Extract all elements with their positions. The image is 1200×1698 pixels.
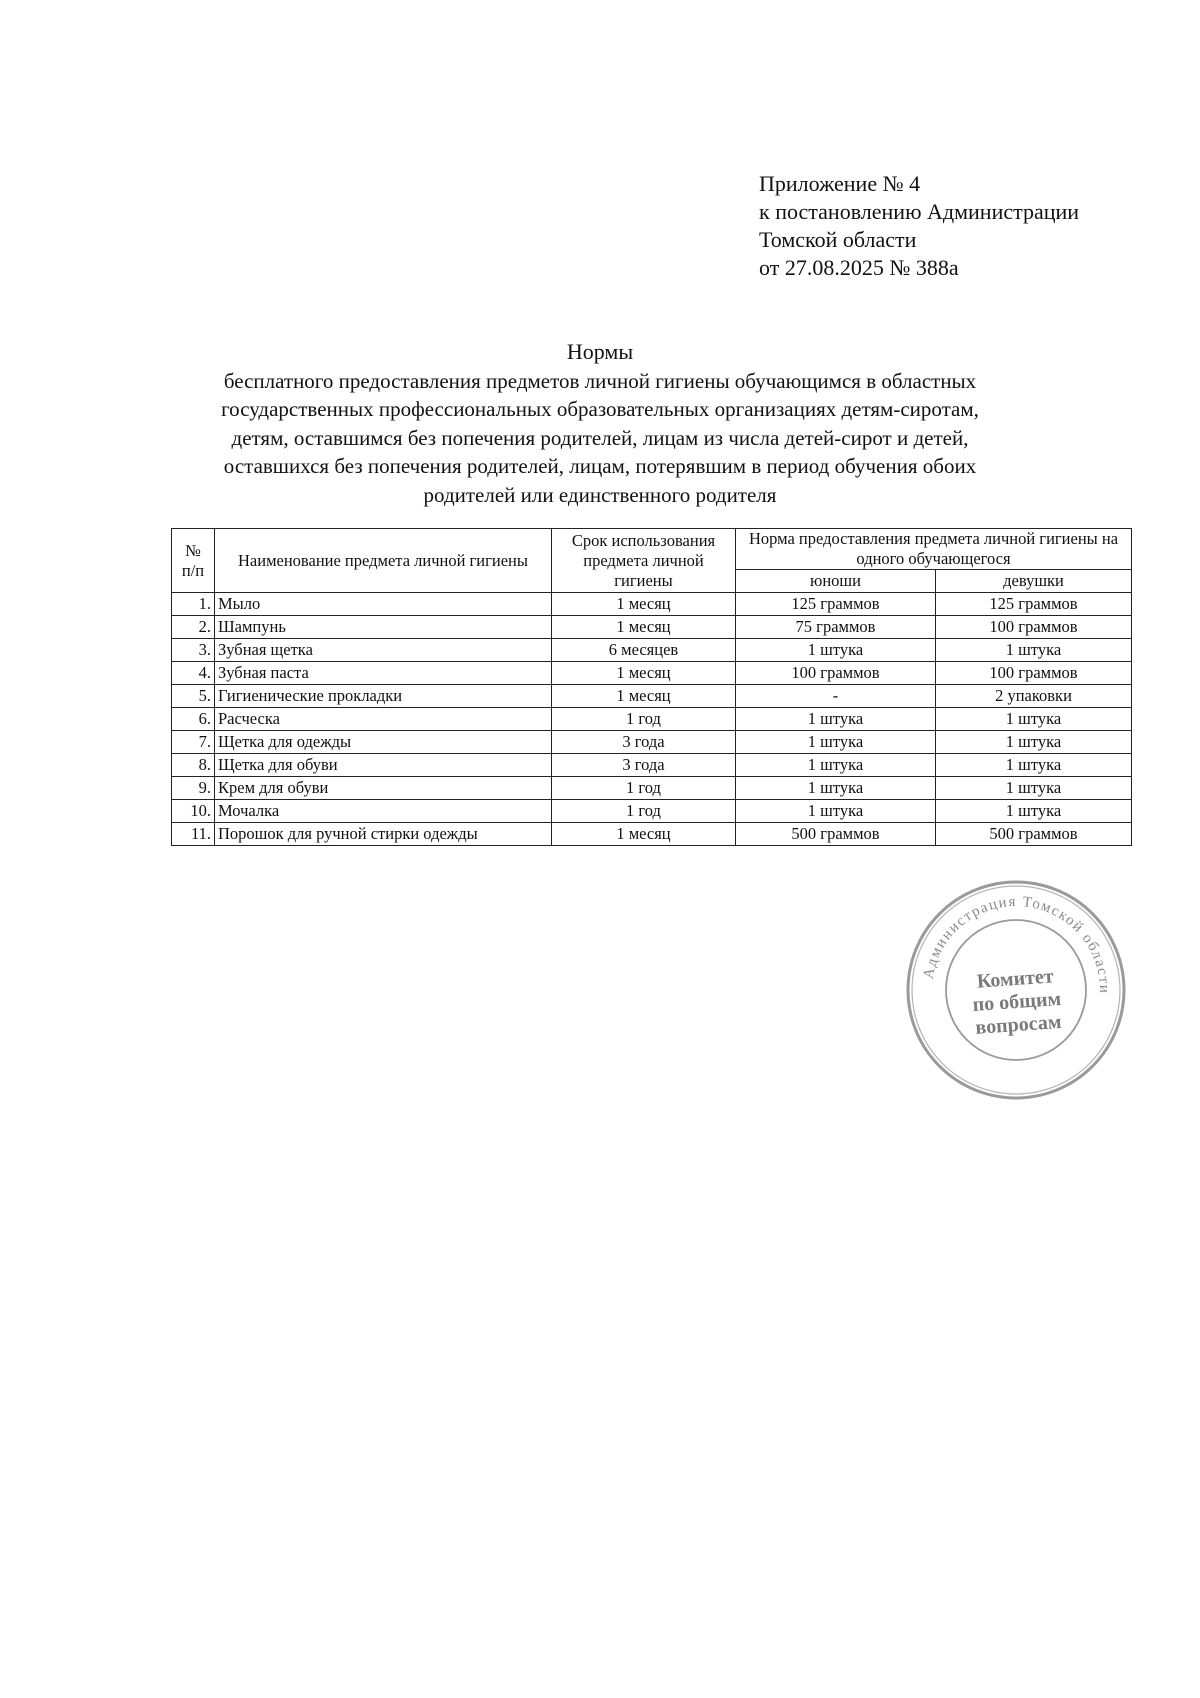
appendix-line-2: к постановлению Администрации — [759, 199, 1080, 224]
title-line-3: детям, оставшимся без попечения родителей, лицам из числа детей-сирот и детей, — [231, 425, 969, 450]
cell-boys: 1 штука — [736, 754, 936, 777]
cell-girls: 100 граммов — [936, 662, 1132, 685]
cell-boys: 1 штука — [736, 639, 936, 662]
stamp-center-line-1: Комитет — [976, 965, 1055, 993]
table-row — [172, 800, 1132, 823]
appendix-line-1: Приложение № 4 — [759, 171, 921, 196]
cell-term: 3 года — [552, 731, 736, 754]
cell-girls: 1 штука — [936, 800, 1132, 823]
cell-num: 11. — [172, 823, 215, 846]
table-row — [172, 662, 1132, 685]
appendix-line-3: Томской области — [759, 227, 917, 252]
table-row — [172, 823, 1132, 846]
table-row — [172, 639, 1132, 662]
appendix-line-4: от 27.08.2025 № 388а — [759, 255, 959, 280]
header-name: Наименование предмета личной гигиены — [215, 529, 552, 593]
stamp-outer-ring — [908, 882, 1124, 1098]
cell-girls: 500 граммов — [936, 823, 1132, 846]
cell-num: 5. — [172, 685, 215, 708]
title-heading: Нормы — [566, 339, 634, 364]
cell-girls: 2 упаковки — [936, 685, 1132, 708]
header-norm: Норма предоставления предмета личной гигиены на одного обучающегося — [736, 529, 1132, 570]
cell-girls: 100 граммов — [936, 616, 1132, 639]
title-line-2: государственных профессиональных образовательных организациях детям-сиротам, — [221, 397, 979, 421]
header-boys: юноши — [736, 570, 936, 593]
header-num-line-1: № — [185, 540, 201, 560]
cell-term: 1 месяц — [552, 593, 736, 616]
document-title — [150, 338, 1050, 509]
cell-term: 1 год — [552, 777, 736, 800]
cell-num: 2. — [172, 616, 215, 639]
cell-term: 1 месяц — [552, 685, 736, 708]
cell-boys: 1 штука — [736, 708, 936, 731]
norms-table — [171, 528, 1132, 846]
cell-name: Порошок для ручной стирки одежды — [215, 823, 552, 846]
cell-term: 3 года — [552, 754, 736, 777]
header-num-line-2: п/п — [181, 560, 205, 580]
stamp-ring-text: Администрация Томской области — [920, 893, 1113, 995]
table-row — [172, 708, 1132, 731]
table-row — [172, 777, 1132, 800]
cell-boys: - — [736, 685, 936, 708]
header-girls: девушки — [936, 570, 1132, 593]
stamp-inner-ring — [946, 920, 1086, 1060]
cell-term: 1 год — [552, 800, 736, 823]
stamp-center-line-3: вопросам — [974, 1010, 1063, 1039]
cell-num: 1. — [172, 593, 215, 616]
cell-term: 1 месяц — [552, 823, 736, 846]
cell-name: Щетка для обуви — [215, 754, 552, 777]
cell-girls: 125 граммов — [936, 593, 1132, 616]
table-header-row — [172, 529, 1132, 570]
cell-name: Щетка для одежды — [215, 731, 552, 754]
appendix-block — [759, 170, 1159, 282]
cell-girls: 1 штука — [936, 639, 1132, 662]
cell-num: 3. — [172, 639, 215, 662]
table-row — [172, 593, 1132, 616]
cell-term: 6 месяцев — [552, 639, 736, 662]
table-row — [172, 616, 1132, 639]
cell-term: 1 месяц — [552, 616, 736, 639]
cell-boys: 125 граммов — [736, 593, 936, 616]
cell-num: 9. — [172, 777, 215, 800]
cell-num: 4. — [172, 662, 215, 685]
cell-num: 8. — [172, 754, 215, 777]
stamp-center-line-2: по общим — [971, 987, 1062, 1017]
cell-name: Гигиенические прокладки — [215, 685, 552, 708]
table-body — [172, 593, 1132, 846]
header-term: Срок использования предмета личной гигиены — [552, 529, 736, 593]
cell-boys: 75 граммов — [736, 616, 936, 639]
cell-girls: 1 штука — [936, 754, 1132, 777]
header-num — [172, 529, 215, 593]
cell-girls: 1 штука — [936, 731, 1132, 754]
cell-boys: 1 штука — [736, 777, 936, 800]
cell-boys: 500 граммов — [736, 823, 936, 846]
official-stamp — [904, 878, 1128, 1102]
table-row — [172, 754, 1132, 777]
cell-num: 6. — [172, 708, 215, 731]
cell-boys: 100 граммов — [736, 662, 936, 685]
cell-name: Крем для обуви — [215, 777, 552, 800]
cell-num: 10. — [172, 800, 215, 823]
cell-name: Шампунь — [215, 616, 552, 639]
table-row — [172, 685, 1132, 708]
table-row — [172, 731, 1132, 754]
cell-num: 7. — [172, 731, 215, 754]
cell-term: 1 месяц — [552, 662, 736, 685]
cell-girls: 1 штука — [936, 708, 1132, 731]
cell-girls: 1 штука — [936, 777, 1132, 800]
cell-term: 1 год — [552, 708, 736, 731]
title-line-1: бесплатного предоставления предметов личной гигиены обучающимся в областных — [223, 368, 977, 393]
cell-name: Расческа — [215, 708, 552, 731]
cell-boys: 1 штука — [736, 731, 936, 754]
cell-name: Зубная паста — [215, 662, 552, 685]
title-line-4: оставшихся без попечения родителей, лицам, потерявшим в период обучения обоих — [223, 454, 977, 478]
stamp-outer-ring-inner — [912, 886, 1120, 1094]
cell-name: Мочалка — [215, 800, 552, 823]
title-line-5: родителей или единственного родителя — [423, 482, 777, 507]
cell-name: Зубная щетка — [215, 639, 552, 662]
cell-boys: 1 штука — [736, 800, 936, 823]
cell-name: Мыло — [215, 593, 552, 616]
